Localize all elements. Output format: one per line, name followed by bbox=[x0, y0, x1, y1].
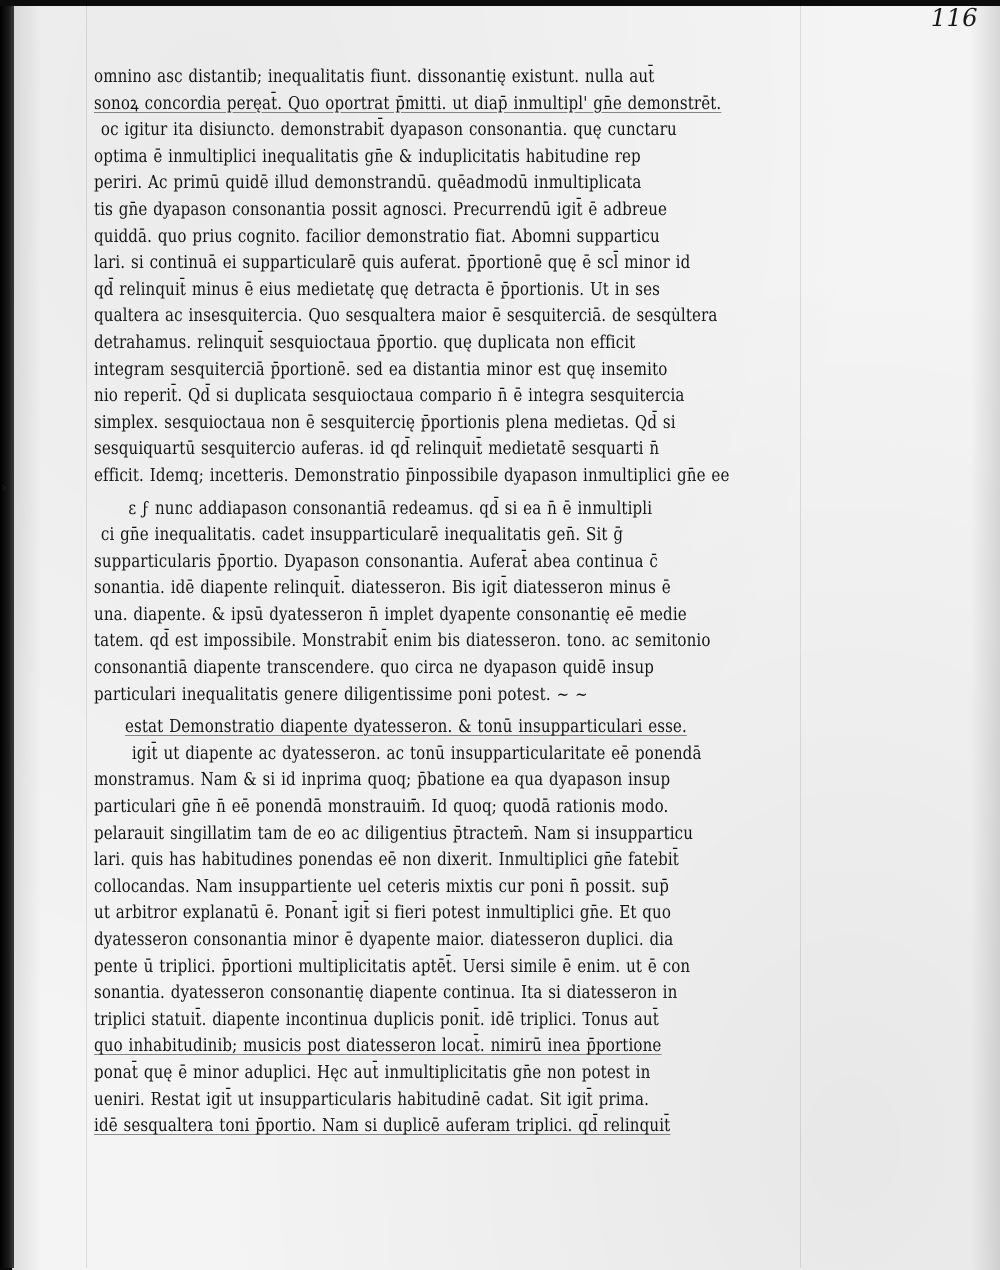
text-line: sonantia. idē diapente relinquit̄. diatesseron. Bis igit̄ diatesseron minus ē bbox=[94, 578, 671, 599]
text-line: dyatesseron consonantia minor ē dyapente maior. diatesseron duplici. dia bbox=[94, 930, 674, 950]
text-line: qd̄ relinquit̄ minus ē eius medietatę quę detracta ē p̄portionis. Ut in ses bbox=[94, 279, 661, 300]
text-line: efficit. Idemq; incetteris. Demonstratio p̄inpossibile dyapason inmultiplici gn̄e ee bbox=[94, 465, 730, 486]
text-line: tatem. qd̄ est impossibile. Monstrabit̄ enim bis diatesseron. tono. ac semitonio bbox=[94, 631, 711, 652]
text-line: omnino asc distantib; inequalitatis fiunt. dissonantię existunt. nulla aut̄ bbox=[94, 67, 655, 87]
text-line: simplex. sesquioctaua non ē sesquitercię p̄portionis plena medietas. Qd̄ si bbox=[94, 412, 676, 433]
text-line: optima ē inmultiplici inequalitatis gn̄e & induplicitatis habitudine rep bbox=[94, 146, 641, 167]
margin-mark: › bbox=[1, 480, 7, 496]
text-line: particulari gn̄e n̄ eē ponendā monstrauim̄. Id quoq; quodā rationis modo. bbox=[94, 797, 669, 818]
text-line: oc igitur ita disiuncto. demonstrabit̄ dyapason consonantia. quę cunctaru bbox=[100, 120, 677, 141]
ruling-line-left bbox=[86, 0, 87, 1268]
folio-number: 116 bbox=[930, 4, 978, 32]
text-line: collocandas. Nam insuppartiente uel ceteris mixtis cur poni n̄ possit. sup̄ bbox=[94, 876, 670, 897]
section-heading: estat Demonstratio diapente dyatesseron. & tonū insupparticulari esse. bbox=[124, 717, 687, 738]
text-line: periri. Ac primū quidē illud demonstrandū. quēadmodū inmultiplicata bbox=[94, 173, 642, 194]
text-line: detrahamus. relinquit̄ sesquioctaua p̄portio. quę duplicata non efficit bbox=[94, 332, 636, 353]
text-line: ueniri. Restat igit̄ ut insupparticularis habitudinē cadat. Sit igit̄ prima. bbox=[94, 1089, 650, 1110]
text-line: sesquiquartū sesquitercio auferas. id qd̄ relinquit̄ medietatē sesquarti n̄ bbox=[94, 439, 660, 460]
text-line: integram sesquiterciā p̄portionē. sed ea distantia minor est quę insemito bbox=[94, 359, 668, 380]
text-line: consonantiā diapente transcendere. quo circa ne dyapason quidē insup bbox=[94, 658, 655, 679]
text-line: ponat̄ quę ē minor aduplici. Hęc aut̄ inmultiplicitatis gn̄e non potest in bbox=[94, 1062, 651, 1083]
text-line: quiddā. quo prius cognito. facilior demonstratio fiat. Abomni supparticu bbox=[94, 226, 660, 247]
text-line: triplici statuit̄. diapente incontinua duplicis ponit̄. idē triplici. Tonus aut̄ bbox=[94, 1009, 659, 1030]
text-line: nio reperit̄. Qd̄ si duplicata sesquioctaua compario n̄ ē integra sesquitercia bbox=[94, 386, 685, 407]
text-line: quo inhabitudinib; musicis post diatesseron locat̄. nimirū inea p̄portione bbox=[94, 1036, 662, 1057]
text-line: idē sesqualtera toni p̄portio. Nam si duplicē auferam triplici. qd̄ relinquit̄ bbox=[94, 1116, 671, 1137]
text-line: sonoꝝ concordia peręat̄. Quo oportrat p̄mitti. ut diap̄ inmultipl' gn̄e demonstrēt. bbox=[94, 93, 722, 114]
text-line: una. diapente. & ipsū dyatesseron n̄ implet dyapente consonantię eē medie bbox=[94, 604, 687, 625]
text-line: lari. quis has habitudines ponendas eē non dixerit. Inmultiplici gn̄e fatebit̄ bbox=[94, 850, 679, 871]
text-line: particulari inequalitatis genere diligentissime poni potest. ~ ~ bbox=[94, 684, 588, 705]
text-line: pelarauit singillatim tam de eo ac diligentius p̄tractem̄. Nam si insupparticu bbox=[94, 823, 694, 844]
text-line: ut arbitror explanatū ē. Ponant̄ igit̄ si fieri potest inmultiplici gn̄e. Et quo bbox=[94, 903, 672, 924]
text-line: lari. si continuā ei supparticularē quis auferat. p̄portionē quę ē scl̄ minor id bbox=[94, 253, 691, 274]
text-line: ε ϝ nunc addiapason consonantiā redeamus. qd̄ si ea n̄ ē inmultipli bbox=[128, 498, 653, 519]
text-line: igit̄ ut diapente ac dyatesseron. ac tonū insupparticularitate eē ponendā bbox=[131, 743, 702, 764]
text-line: sonantia. dyatesseron consonantię diapente continua. Ita si diatesseron in bbox=[94, 983, 678, 1004]
page-top-edge bbox=[0, 0, 1000, 6]
text-line: tis gn̄e dyapason consonantia possit agnosci. Precurrendū igit̄ ē adbreue bbox=[94, 199, 668, 220]
text-line: ci gn̄e inequalitatis. cadet insupparticularē inequalitatis gen̄. Sit ḡ bbox=[100, 525, 624, 546]
text-line: qualtera ac insesquitercia. Quo sesqualtera maior ē sesquiterciā. de sesqu̇ltera bbox=[94, 306, 718, 327]
manuscript-text bbox=[94, 64, 806, 1140]
text-line: pente ū triplici. p̄portioni multiplicitatis aptēt̄. Uersi simile ē enim. ut ē con bbox=[94, 956, 691, 977]
page-left-edge bbox=[0, 0, 14, 1268]
text-line: supparticularis p̄portio. Dyapason consonantia. Auferat̄ abea continua c̄ bbox=[94, 551, 658, 572]
text-line: monstramus. Nam & si id inprima quoq; p̄batione ea qua dyapason insup bbox=[94, 770, 671, 791]
